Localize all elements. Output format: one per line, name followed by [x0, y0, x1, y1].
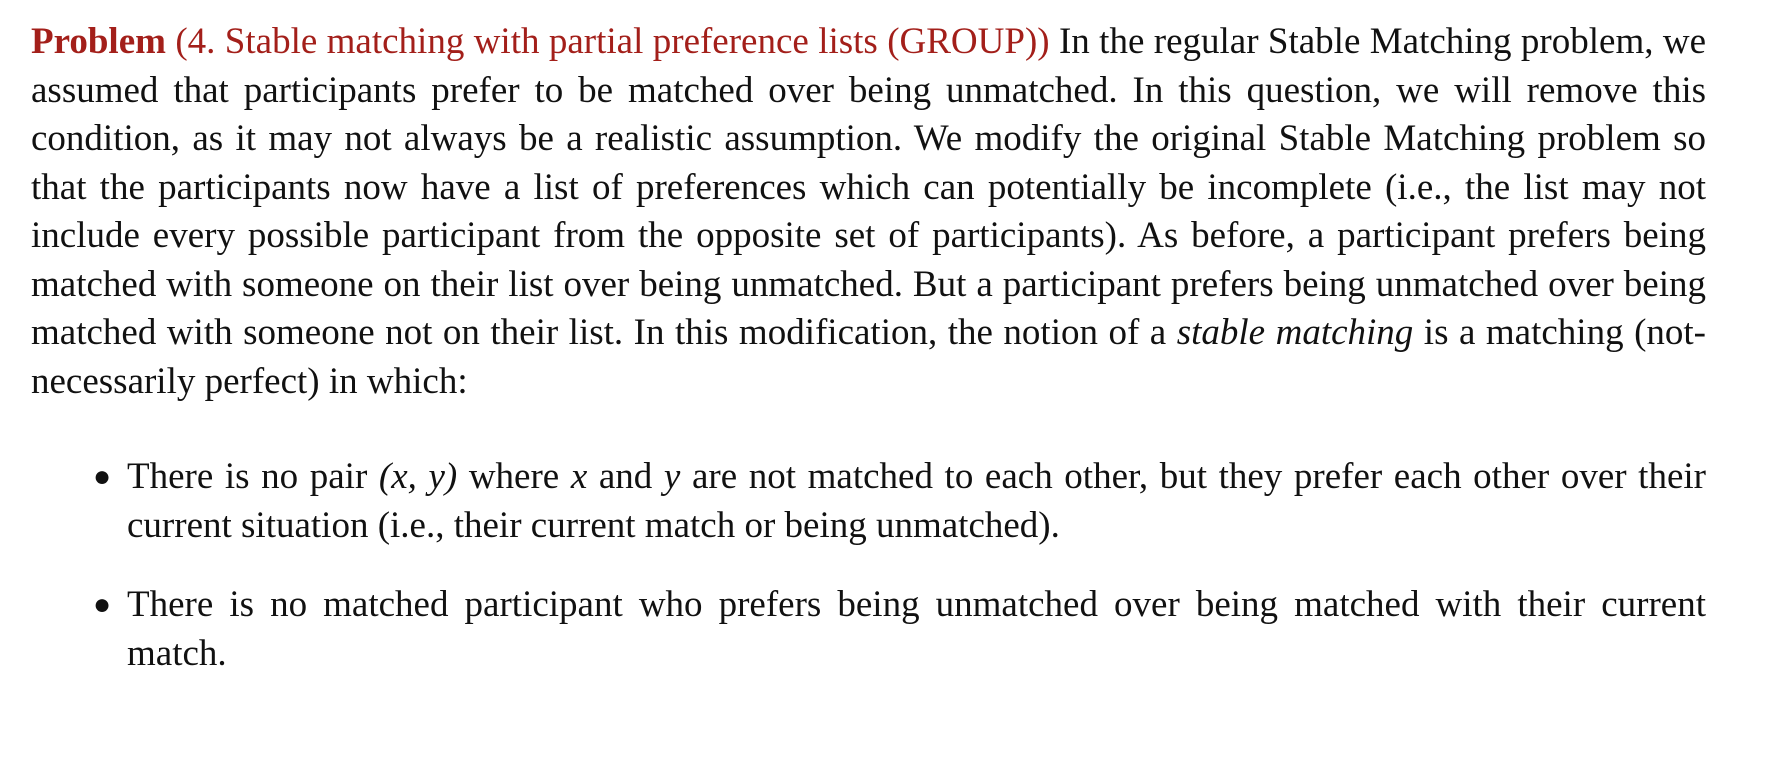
condition-text-and: and [587, 456, 664, 497]
problem-intro: In the regular Stable Matching problem, we assumed that participants prefer to be matched over being unmatched. In this question, we will remove this condition, as it may not always be a realistic assumption. We modify the original Stable Matching problem so that the participants now have a list of preferences which can potentially be incomplete (i.e., the list may not include every possible participant from the opposite set of participants). As before, a participant prefers being matched with someone on their list over being unmatched. But a participant prefers being unmatched over being matched with someone not on their list. In this modification, the notion of a [31, 21, 1706, 353]
problem-statement [31, 18, 1706, 709]
bullet-icon: ● [93, 588, 112, 621]
problem-paragraph [31, 18, 1706, 406]
condition-text-start: There is no pair [127, 456, 379, 497]
pair-math: (x, y) [378, 456, 458, 497]
condition-text-mid: where [457, 456, 571, 497]
y-variable: y [663, 456, 681, 497]
condition-text-end: are not matched to each other, but they prefer each other over their current situation (i.e., their current match or being unmatched). [127, 456, 1706, 546]
condition-text: There is no matched participant who prefers being unmatched over being matched with their current match. [127, 584, 1706, 674]
problem-label: Problem [31, 21, 166, 62]
condition-list [31, 453, 1706, 678]
condition-item [31, 581, 1706, 678]
x-variable: x [570, 456, 588, 497]
problem-heading: (4. Stable matching with partial preference lists (GROUP)) [175, 21, 1050, 62]
stable-matching-term: stable matching [1176, 312, 1414, 353]
condition-item [31, 453, 1706, 550]
bullet-icon: ● [93, 460, 112, 493]
problem-intro-end: is a matching (not-necessarily perfect) in which: [31, 312, 1706, 402]
